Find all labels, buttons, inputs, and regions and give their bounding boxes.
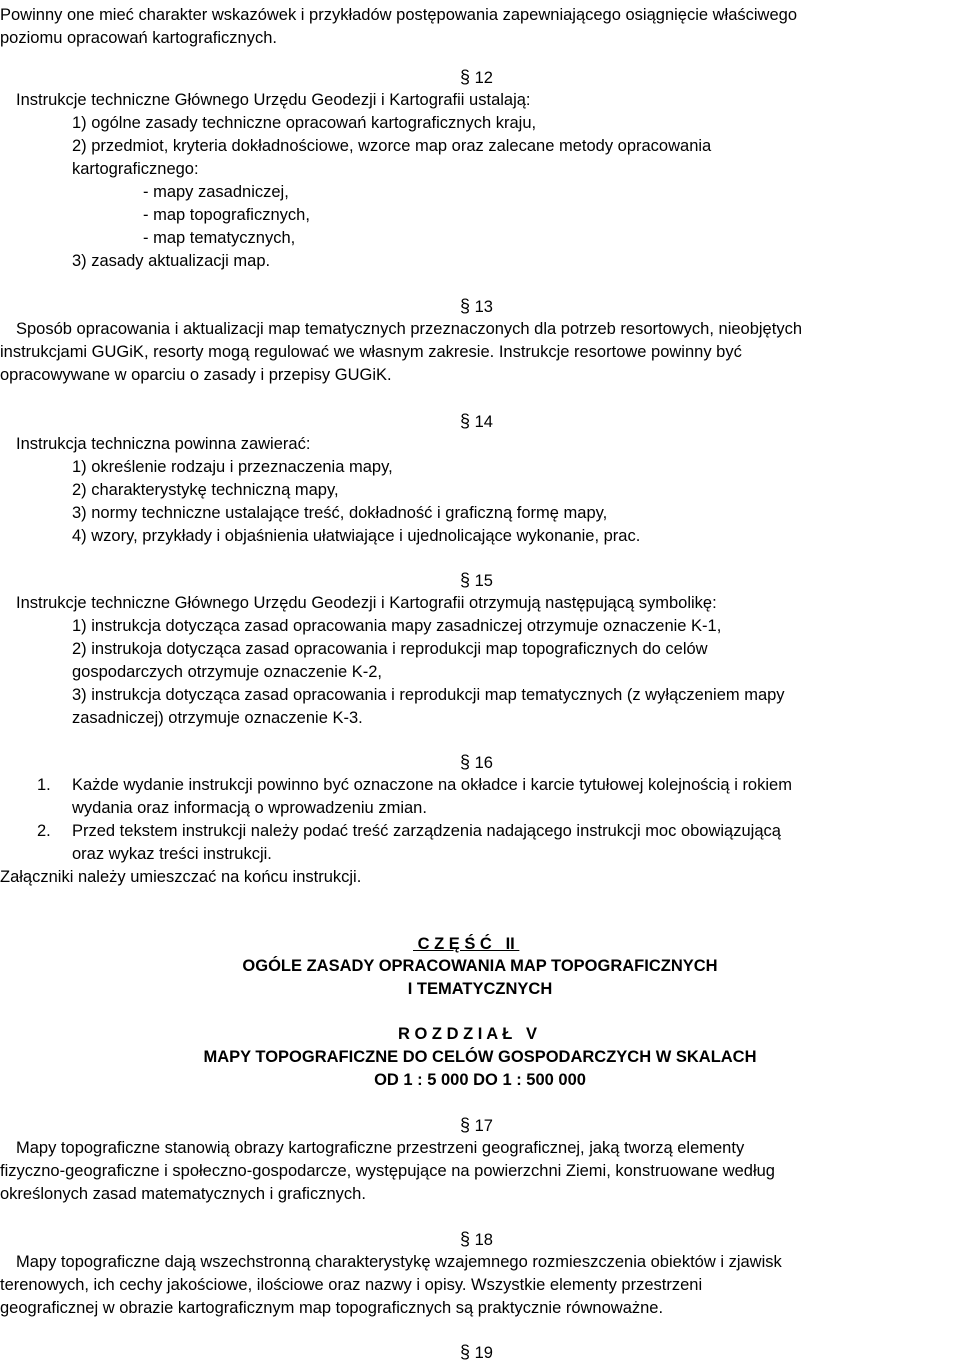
text-line: Instrukcje techniczne Głównego Urzędu Geodezji i Kartografii ustalają: xyxy=(16,91,531,109)
section-number: 18 xyxy=(474,1231,493,1249)
numbered-item: Każde wydanie instrukcji powinno być oznaczone na okładce i karcie tytułowej kolejnością i rokiem xyxy=(72,776,792,794)
paragraph-heading-15 xyxy=(460,569,493,593)
paragraph-heading-12 xyxy=(460,66,493,90)
paragraph-heading-16 xyxy=(460,751,493,775)
paragraph-heading-19 xyxy=(460,1341,493,1365)
text-line: geograficznej w obrazie kartograficznym map topograficznych są praktycznie równoważne. xyxy=(0,1299,664,1317)
section-symbol: § xyxy=(460,1342,471,1362)
list-item: 2) charakterystykę techniczną mapy, xyxy=(72,481,339,499)
list-item-continuation: gospodarczych otrzymuje oznaczenie K-2, xyxy=(72,663,382,681)
list-item: 1) ogólne zasady techniczne opracowań kartograficznych kraju, xyxy=(72,114,537,132)
paragraph-heading-17 xyxy=(460,1114,493,1138)
chapter-title: OD 1 : 5 000 DO 1 : 500 000 xyxy=(374,1071,586,1089)
section-symbol: § xyxy=(460,296,471,316)
list-item: 2) przedmiot, kryteria dokładnościowe, wzorce map oraz zalecane metody opracowania xyxy=(72,137,712,155)
text-line: fizyczno-geograficzne i społeczno-gospodarcze, występujące na powierzchni Ziemi, konstruowane według xyxy=(0,1162,775,1180)
chapter-heading: R O Z D Z I A Ł V xyxy=(398,1025,538,1043)
list-item: 1) instrukcja dotycząca zasad opracowania mapy zasadniczej otrzymuje oznaczenie K-1, xyxy=(72,617,722,635)
text-line: Mapy topograficzne dają wszechstronną charakterystykę wzajemnego rozmieszczenia obiektów i zjawisk xyxy=(16,1253,782,1271)
list-item: 3) normy techniczne ustalające treść, dokładność i graficzną formę mapy, xyxy=(72,504,608,522)
chapter-title: MAPY TOPOGRAFICZNE DO CELÓW GOSPODARCZYCH W SKALACH xyxy=(203,1048,757,1066)
section-symbol: § xyxy=(460,1229,471,1249)
text-line: Instrukcja techniczna powinna zawierać: xyxy=(16,435,311,453)
section-number: 15 xyxy=(474,572,493,590)
section-number: 12 xyxy=(474,69,493,87)
list-item-continuation: kartograficznego: xyxy=(72,160,199,178)
list-item: 4) wzory, przykłady i objaśnienia ułatwiające i ujednolicające wykonanie, prac. xyxy=(72,527,641,545)
section-number: 19 xyxy=(474,1344,493,1362)
paragraph-heading-13 xyxy=(460,295,493,319)
numbered-item: Przed tekstem instrukcji należy podać treść zarządzenia nadającego instrukcji moc obowiązującą xyxy=(72,822,781,840)
section-number: 16 xyxy=(474,754,493,772)
text-line: terenowych, ich cechy jakościowe, ilościowe oraz nazwy i opisy. Wszystkie elementy przestrzeni xyxy=(0,1276,703,1294)
part-heading: C Z Ę Ś Ć II xyxy=(413,935,520,953)
text-line: określonych zasad matematycznych i graficznych. xyxy=(0,1185,366,1203)
text-line: instrukcjami GUGiK, resorty mogą regulować we własnym zakresie. Instrukcje resortowe powinny być xyxy=(0,343,742,361)
list-item: 3) instrukcja dotycząca zasad opracowania i reprodukcji map tematycznych (z wyłączeniem mapy xyxy=(72,686,785,704)
part-title: OGÓLE ZASADY OPRACOWANIA MAP TOPOGRAFICZNYCH xyxy=(242,957,718,975)
sub-list-item: - map topograficznych, xyxy=(143,206,310,224)
list-item: 3) zasady aktualizacji map. xyxy=(72,252,271,270)
section-symbol: § xyxy=(460,752,471,772)
text-line: Załączniki należy umieszczać na końcu instrukcji. xyxy=(0,868,362,886)
sub-list-item: - mapy zasadniczej, xyxy=(143,183,289,201)
list-item: 1) określenie rodzaju i przeznaczenia mapy, xyxy=(72,458,393,476)
section-symbol: § xyxy=(460,411,471,431)
paragraph-heading-14 xyxy=(460,410,493,434)
numbered-item-continuation: oraz wykaz treści instrukcji. xyxy=(72,845,272,863)
intro-line: poziomu opracowań kartograficznych. xyxy=(0,29,277,47)
section-symbol: § xyxy=(460,570,471,590)
section-symbol: § xyxy=(460,1115,471,1135)
part-title: I TEMATYCZNYCH xyxy=(407,980,553,998)
section-number: 14 xyxy=(474,413,493,431)
sub-list-item: - map tematycznych, xyxy=(143,229,296,247)
text-line: opracowywane w oparciu o zasady i przepisy GUGiK. xyxy=(0,366,392,384)
paragraph-heading-18 xyxy=(460,1228,493,1252)
list-item: 2) instrukoja dotycząca zasad opracowania i reprodukcji map topograficznych do celów xyxy=(72,640,708,658)
section-number: 17 xyxy=(474,1117,493,1135)
text-line: Mapy topograficzne stanowią obrazy kartograficzne przestrzeni geograficznej, jaką tworzą elementy xyxy=(16,1139,745,1157)
list-number: 1. xyxy=(37,776,51,794)
list-number: 2. xyxy=(37,822,51,840)
intro-line: Powinny one mieć charakter wskazówek i przykładów postępowania zapewniającego osiągnięcie właściwego xyxy=(0,6,798,24)
section-number: 13 xyxy=(474,298,493,316)
section-symbol: § xyxy=(460,67,471,87)
list-item-continuation: zasadniczej) otrzymuje oznaczenie K-3. xyxy=(72,709,363,727)
numbered-item-continuation: wydania oraz informacją o wprowadzeniu zmian. xyxy=(72,799,427,817)
text-line: Sposób opracowania i aktualizacji map tematycznych przeznaczonych dla potrzeb resortowych, nieobjętych xyxy=(16,320,802,338)
text-line: Instrukcje techniczne Głównego Urzędu Geodezji i Kartografii otrzymują następującą symbolikę: xyxy=(16,594,717,612)
